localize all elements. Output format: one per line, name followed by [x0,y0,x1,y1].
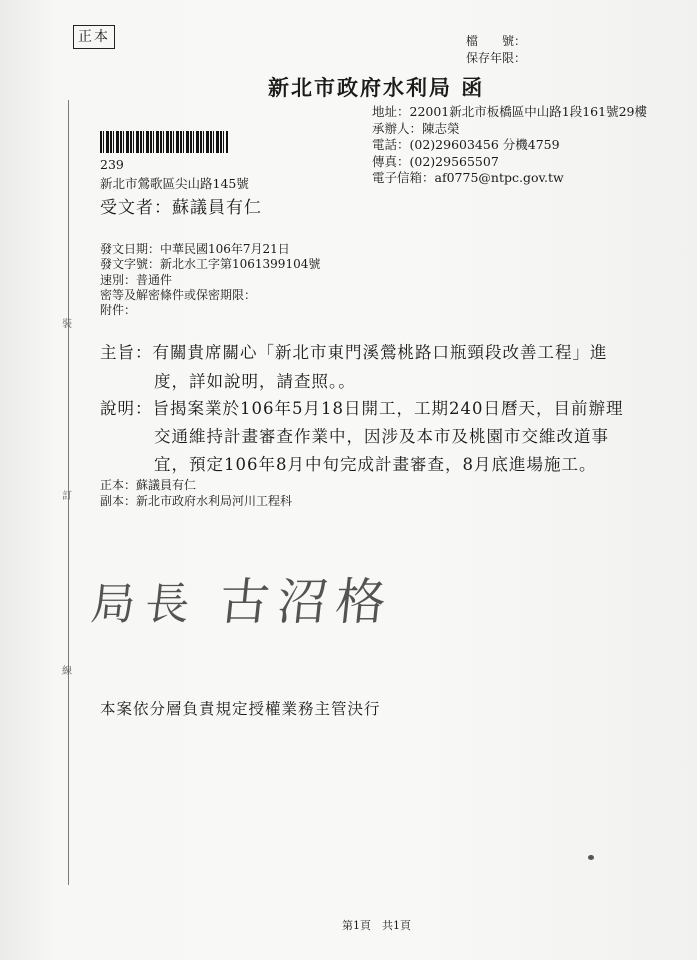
delivery-speed: 速別：普通件 [100,272,173,287]
recipient-address: 新北市鶯歌區尖山路145號 [100,176,249,191]
binding-mark-top: 裝 [62,319,72,330]
confidentiality: 密等及解密條件或保密期限： [100,287,257,302]
file-number-label: 檔 號： [466,34,527,48]
original-recipient: 正本：蘇議員有仁 [100,478,197,492]
postal-code: 239 [100,157,124,172]
binding-mark-middle: 訂 [62,491,72,502]
binding-mark-bottom: 線 [62,666,72,677]
description-line-1: 說明：旨揭案業於106年5月18日開工，工期240日曆天，目前辦理 [100,399,624,418]
issue-info [100,242,320,318]
document-title: 新北市政府水利局 函 [268,75,485,100]
director-signature [88,562,398,634]
original-copy-badge: 正本 [73,25,115,49]
subject-line-1: 主旨：有關貴席關心「新北市東門溪鶯桃路口瓶頸段改善工程」進 [100,343,608,362]
copy-recipient: 副本：新北市政府水利局河川工程科 [100,494,293,508]
agency-address: 地址：22001新北市板橋區中山路1段161號29樓 [372,104,647,119]
fax: 傳真：(02)29565507 [372,153,499,169]
retention-period-label: 保存年限： [466,51,527,65]
attachment: 附件： [100,303,137,318]
recipient: 受文者：蘇議員有仁 [100,198,262,218]
signature-name: 古沼格 [216,573,397,631]
subject-line-2: 度，詳如說明，請查照。。 [154,372,356,391]
phone: 電話：(02)29603456 分機4759 [372,137,560,153]
issue-date: 發文日期：中華民國106年7月21日 [100,242,290,256]
description-line-2: 交通維持計畫審查作業中，因涉及本市及桃園市交維改道事 [154,427,609,446]
issue-number: 發文字號：新北水工字第1061399104號 [100,257,321,272]
signature-title: 局長 [88,579,202,630]
handler: 承辦人：陳志榮 [372,120,460,136]
delegation-note: 本案依分層負責規定授權業務主管決行 [100,700,381,718]
description-line-3: 宜，預定106年8月中旬完成計畫審查，8月底進場施工。 [154,455,597,474]
ink-spot [588,855,594,860]
page-footer: 第1頁 共1頁 [342,919,411,932]
barcode [100,131,228,153]
contact-block [372,104,647,187]
copies-block [100,477,292,509]
email: 電子信箱：af0775@ntpc.gov.tw [372,170,564,186]
